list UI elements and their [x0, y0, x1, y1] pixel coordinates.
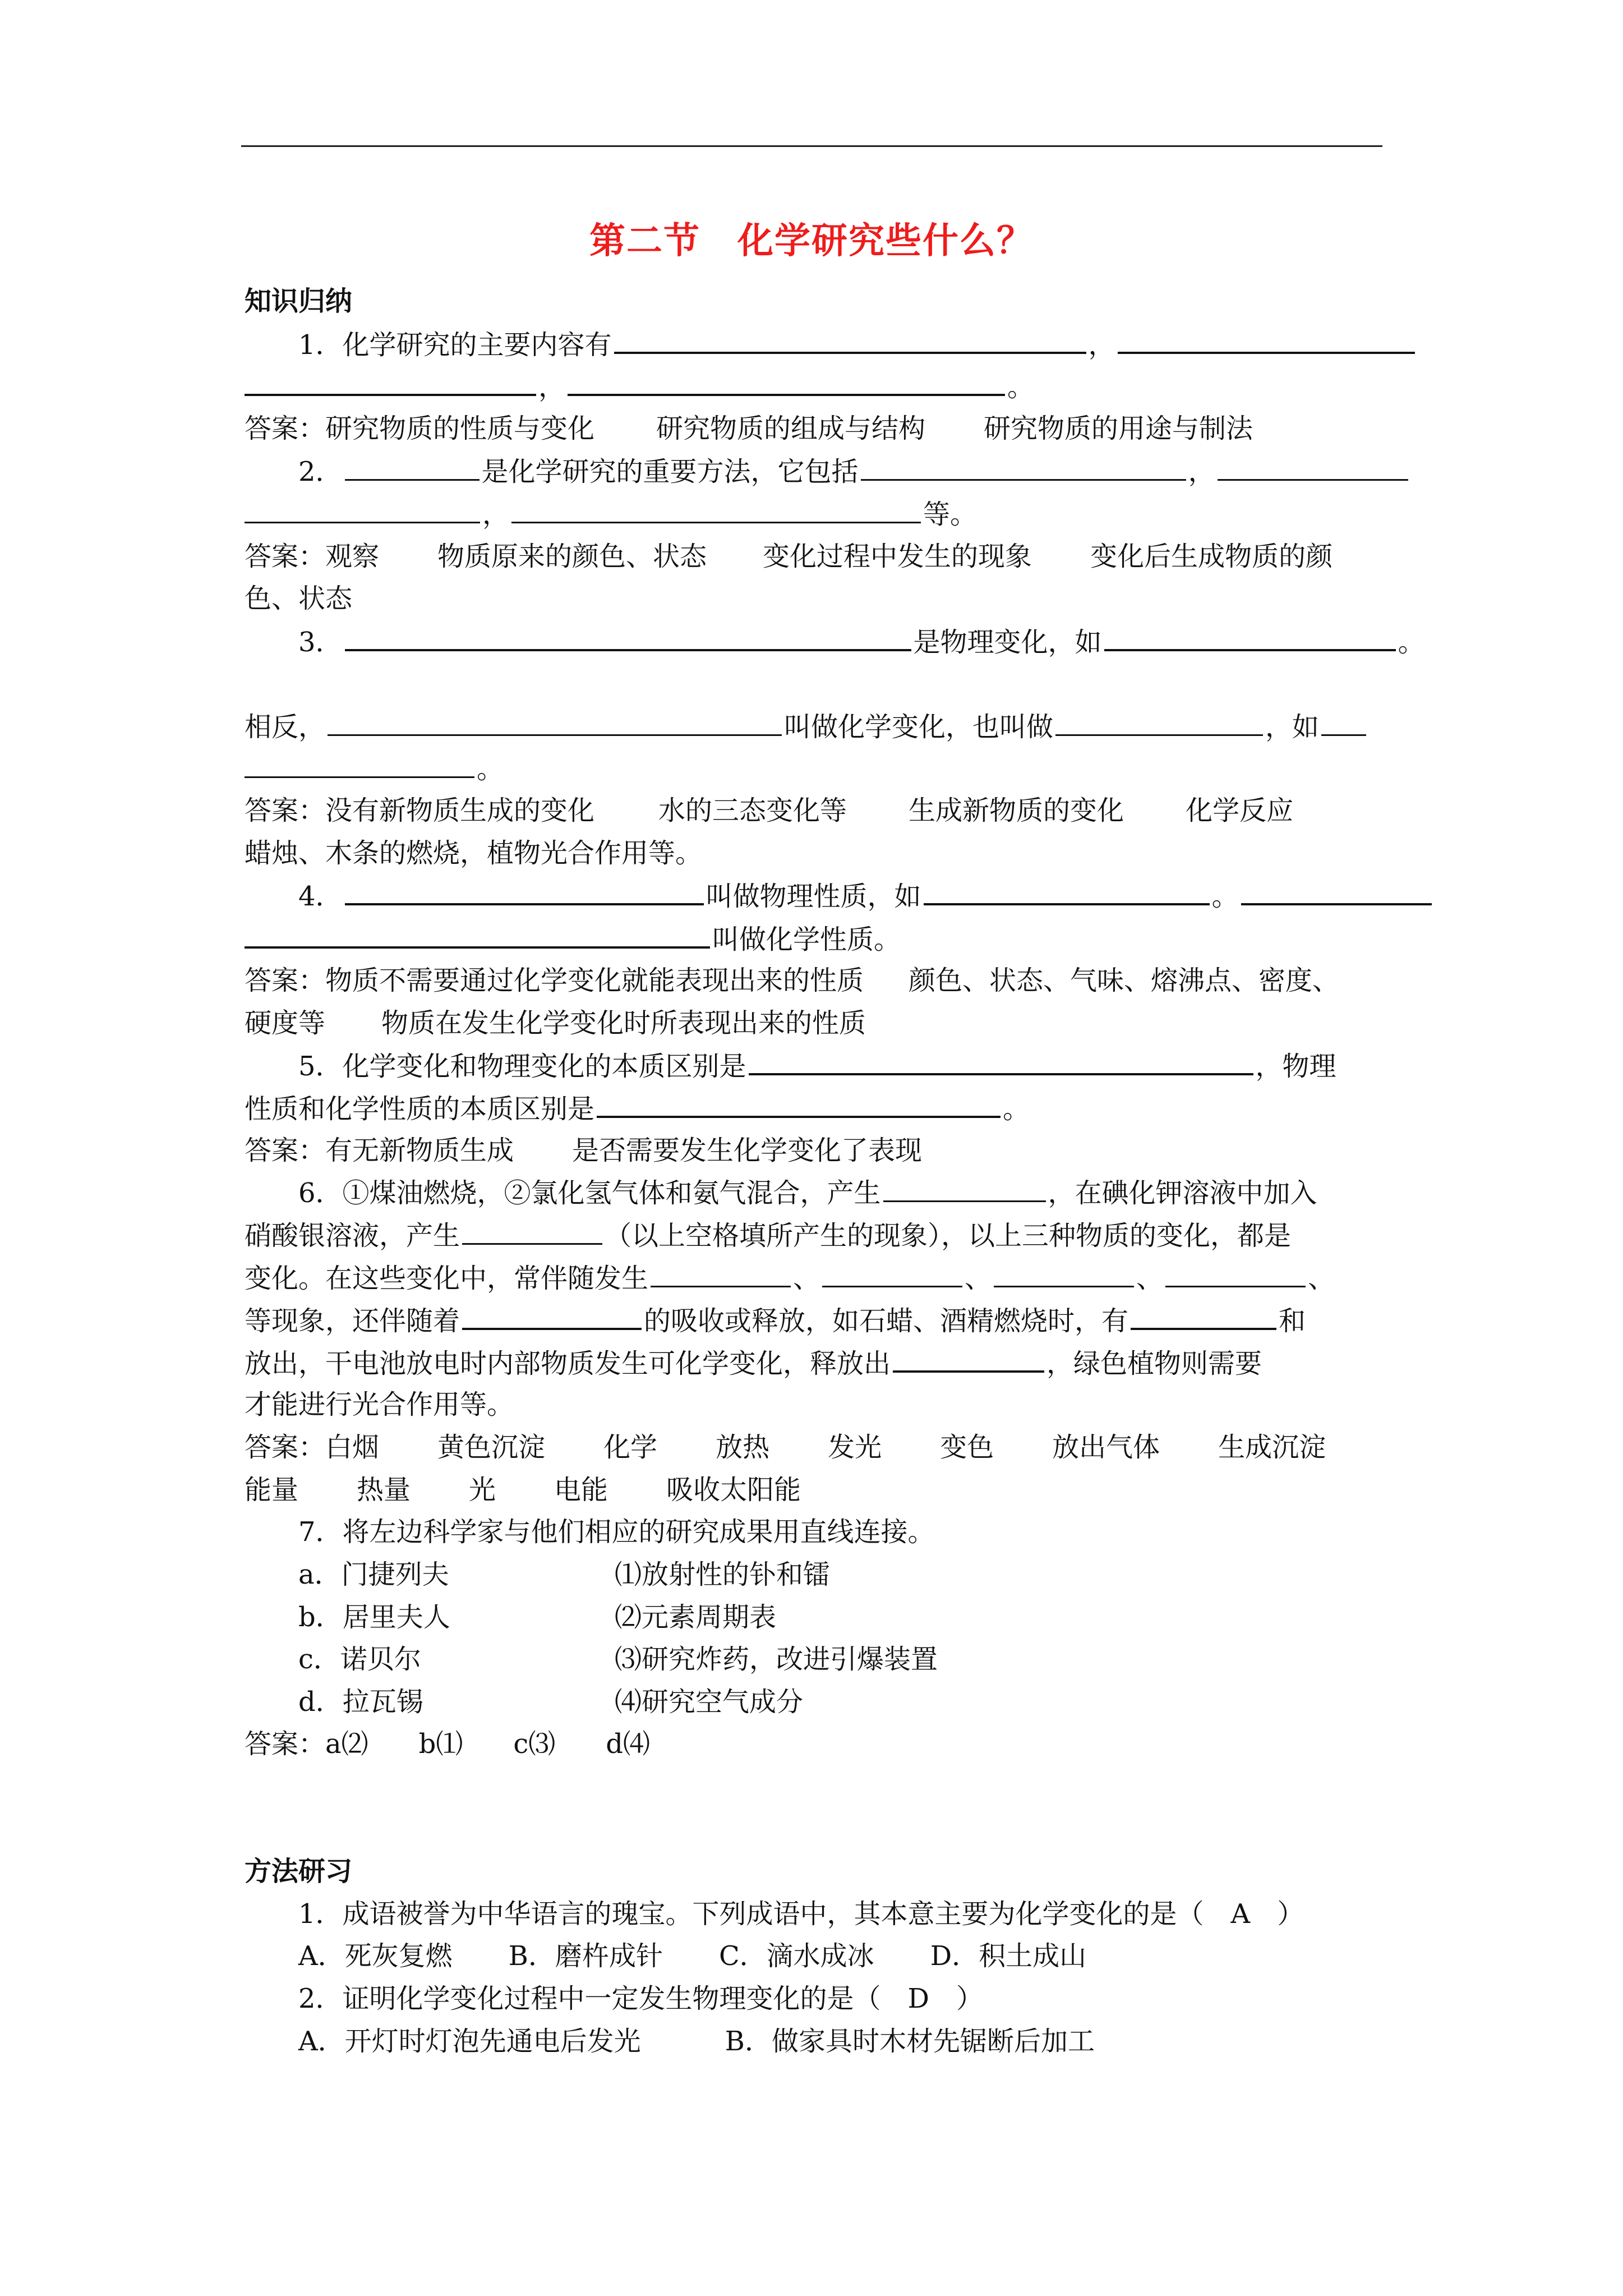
page-title: 第二节 化学研究些什么？ [589, 220, 1034, 262]
answer-blank [994, 1261, 1134, 1287]
answer-blank [1118, 327, 1415, 354]
question-6-line3 [245, 1261, 1335, 1295]
answer-blank [1055, 710, 1263, 736]
answer-item: d⑷ [606, 1728, 650, 1760]
question-6-text: 硝酸银溶液，产生 [245, 1220, 460, 1251]
answer-item: 黄色沉淀 [437, 1432, 546, 1463]
answer-item: 光 [469, 1474, 496, 1506]
method-question-1: 1．成语被誉为中华语言的瑰宝。下列成语中，其本意主要为化学变化的是（ A ） [298, 1898, 1304, 1930]
answer-item: 是否需要发生化学变化了表现 [572, 1135, 923, 1166]
answer-label: 答案： [245, 965, 326, 996]
answer-blank [345, 624, 911, 651]
answer-item: 发光 [828, 1432, 882, 1463]
answer-blank [328, 710, 782, 736]
question-1 [298, 327, 1417, 362]
scientist-d: d．拉瓦锡 [298, 1686, 423, 1718]
answer-item: 研究物质的组成与结构 [656, 413, 926, 444]
answer-blank [245, 497, 480, 523]
answer-blank [822, 1261, 962, 1287]
answer-blank [614, 327, 1086, 354]
answer-item: 观察 [325, 541, 380, 572]
question-6-line2 [245, 1218, 1291, 1253]
answer-1 [245, 412, 1253, 445]
answer-6-cont [245, 1473, 801, 1507]
answer-item: a⑵ [325, 1728, 368, 1760]
question-2-cont [245, 497, 977, 531]
scientist-b: b．居里夫人 [298, 1602, 450, 1633]
answer-label: 答案： [245, 413, 326, 444]
answer-label: 答案： [245, 1728, 326, 1760]
answer-blank [924, 878, 1210, 905]
question-5-cont [245, 1091, 1030, 1126]
question-6-line4 [245, 1303, 1306, 1338]
question-4-text: 叫做化学性质。 [712, 924, 901, 955]
answer-item: 硬度等 [245, 1007, 326, 1039]
question-3-line2 [245, 710, 1368, 744]
question-3-line3 [245, 752, 504, 786]
answer-blank [1241, 878, 1432, 905]
achievement-2: ⑵元素周期表 [615, 1602, 777, 1633]
answer-blank [861, 454, 1186, 481]
answer-item: 生成沉淀 [1218, 1432, 1326, 1463]
answer-item: 变化过程中发生的现象 [763, 541, 1032, 572]
option-a: A．开灯时灯泡先通电后发光 [298, 2026, 641, 2057]
answer-item: 电能 [554, 1474, 608, 1506]
answer-blank [245, 922, 710, 949]
answer-item: 研究物质的性质与变化 [325, 413, 595, 444]
question-6-text: 的吸收或释放，如石蜡、酒精燃烧时，有 [644, 1305, 1129, 1337]
section-heading-knowledge: 知识归纳 [245, 286, 353, 317]
answer-2-cont: 色、状态 [245, 583, 353, 614]
punct: ， [1088, 329, 1115, 361]
answer-item: 物质原来的颜色、状态 [437, 541, 707, 572]
punct: 。 [477, 753, 504, 785]
question-6-text: 变化。在这些变化中，常伴随发生 [245, 1263, 649, 1294]
question-5-text: ，物理 [1255, 1051, 1336, 1082]
question-4-text: 叫做物理性质，如 [706, 881, 921, 912]
answer-blank [651, 1261, 791, 1287]
question-1-text: 1．化学研究的主要内容有 [298, 329, 612, 361]
scientist-c: c．诺贝尔 [298, 1644, 421, 1675]
answer-item: 研究物质的用途与制法 [984, 413, 1253, 444]
answer-blank [597, 1091, 1000, 1118]
answer-2 [245, 540, 1332, 573]
answer-item: 颜色、状态、气味、熔沸点、密度、 [909, 965, 1340, 996]
punct: 、 [965, 1263, 992, 1294]
punct: ， [1188, 456, 1215, 487]
answer-item: 生成新物质的变化 [909, 795, 1124, 826]
question-5-text: 5．化学变化和物理变化的本质区别是 [298, 1051, 746, 1082]
answer-blank [462, 1218, 602, 1245]
option-a: A．死灰复燃 [298, 1940, 453, 1972]
punct: 。 [1007, 371, 1035, 403]
answer-item: 白烟 [325, 1432, 380, 1463]
answer-item: 化学反应 [1186, 795, 1294, 826]
answer-5 [245, 1134, 922, 1167]
question-7: 7．将左边科学家与他们相应的研究成果用直线连接。 [298, 1516, 935, 1548]
answer-item: 物质不需要通过化学变化就能表现出来的性质 [325, 965, 864, 996]
answer-3-cont: 蜡烛、木条的燃烧，植物光合作用等。 [245, 838, 703, 869]
answer-blank [893, 1346, 1044, 1373]
scientist-a: a．门捷列夫 [298, 1559, 449, 1590]
question-3-number: 3． [298, 627, 343, 658]
question-3 [298, 624, 1425, 659]
answer-blank [345, 454, 479, 481]
answer-7 [245, 1727, 650, 1761]
question-3-text: 是物理变化，如 [913, 627, 1102, 658]
answer-item: 变色 [940, 1432, 994, 1463]
answer-item: 水的三态变化等 [658, 795, 847, 826]
answer-item: b⑴ [418, 1728, 463, 1760]
question-2 [298, 454, 1410, 489]
question-6-text: ，绿色植物则需要 [1046, 1348, 1262, 1379]
answer-label: 答案： [245, 795, 326, 826]
answer-blank [462, 1303, 642, 1330]
punct: ， [482, 499, 510, 530]
question-2-text: 是化学研究的重要方法，它包括 [481, 456, 859, 487]
answer-blank [1321, 710, 1366, 736]
question-6-text: 和 [1279, 1305, 1306, 1337]
answer-item: 没有新物质生成的变化 [325, 795, 595, 826]
question-4-number: 4． [298, 881, 343, 912]
answer-blank [245, 369, 536, 396]
answer-item: 变化后生成物质的颜 [1090, 541, 1333, 572]
answer-blank [1131, 1303, 1276, 1330]
option-b: B．磨杵成针 [508, 1940, 663, 1972]
question-3-text: 叫做化学变化，也叫做 [784, 711, 1054, 743]
answer-blank [345, 878, 704, 905]
question-6-text: （以上空格填所产生的现象），以上三种物质的变化，都是 [605, 1220, 1292, 1251]
question-6 [298, 1176, 1317, 1210]
achievement-4: ⑷研究空气成分 [615, 1686, 804, 1718]
answer-blank [568, 369, 1005, 396]
question-6-line6: 才能进行光合作用等。 [245, 1389, 514, 1420]
answer-item: 化学 [603, 1432, 658, 1463]
answer-3 [245, 794, 1293, 827]
answer-blank [749, 1048, 1253, 1075]
punct: ， [538, 371, 566, 403]
header-rule [241, 145, 1382, 147]
punct: 。 [1003, 1093, 1030, 1125]
method-question-1-options [298, 1939, 1086, 1973]
answer-item: 吸收太阳能 [666, 1474, 801, 1506]
answer-label: 答案： [245, 1432, 326, 1463]
answer-label: 答案： [245, 541, 326, 572]
punct: 。 [1211, 881, 1239, 912]
achievement-1: ⑴放射性的钋和镭 [615, 1559, 831, 1590]
question-6-text: ，在碘化钾溶液中加入 [1048, 1177, 1317, 1209]
achievement-3: ⑶研究炸药，改进引爆装置 [615, 1644, 938, 1675]
answer-blank [1165, 1261, 1306, 1287]
answer-item: 能量 [245, 1474, 299, 1506]
answer-6 [245, 1430, 1326, 1464]
answer-4-cont [245, 1006, 866, 1040]
question-5 [298, 1048, 1336, 1083]
answer-4 [245, 964, 1339, 997]
method-question-2: 2．证明化学变化过程中一定发生物理变化的是（ D ） [298, 1983, 984, 2014]
punct: 等。 [923, 499, 978, 530]
option-c: C．滴水成冰 [718, 1940, 874, 1972]
section-heading-method: 方法研习 [245, 1856, 353, 1887]
option-d: D．积土成山 [930, 1940, 1087, 1972]
question-6-text: 等现象，还伴随着 [245, 1305, 460, 1337]
answer-blank [1218, 454, 1408, 481]
question-6-text: 6．①煤油燃烧，②氯化氢气体和氨气混合，产生 [298, 1177, 881, 1209]
question-4 [298, 878, 1434, 913]
option-b: B．做家具时木材先锯断后加工 [725, 2026, 1095, 2057]
answer-item: c⑶ [513, 1728, 556, 1760]
answer-blank [511, 497, 921, 523]
answer-blank [883, 1176, 1046, 1202]
question-3-text: ，如 [1265, 711, 1320, 743]
answer-item: 有无新物质生成 [325, 1135, 514, 1166]
answer-item: 放出气体 [1052, 1432, 1160, 1463]
question-3-text: 相反， [245, 711, 326, 743]
question-2-number: 2． [298, 456, 343, 487]
question-4-cont [245, 922, 901, 956]
method-question-2-options [298, 2024, 1095, 2058]
answer-item: 物质在发生化学变化时所表现出来的性质 [381, 1007, 866, 1039]
answer-blank [1104, 624, 1396, 651]
question-1-cont [245, 369, 1034, 404]
question-6-line5 [245, 1346, 1262, 1381]
answer-item: 放热 [716, 1432, 770, 1463]
answer-label: 答案： [245, 1135, 326, 1166]
punct: 。 [1398, 627, 1425, 658]
punct: 、 [1136, 1263, 1164, 1294]
punct: 、 [793, 1263, 820, 1294]
answer-item: 热量 [357, 1474, 411, 1506]
answer-blank [245, 752, 474, 778]
punct: 、 [1308, 1263, 1335, 1294]
question-5-text: 性质和化学性质的本质区别是 [245, 1093, 595, 1125]
question-6-text: 放出，干电池放电时内部物质发生可化学变化，释放出 [245, 1348, 891, 1379]
